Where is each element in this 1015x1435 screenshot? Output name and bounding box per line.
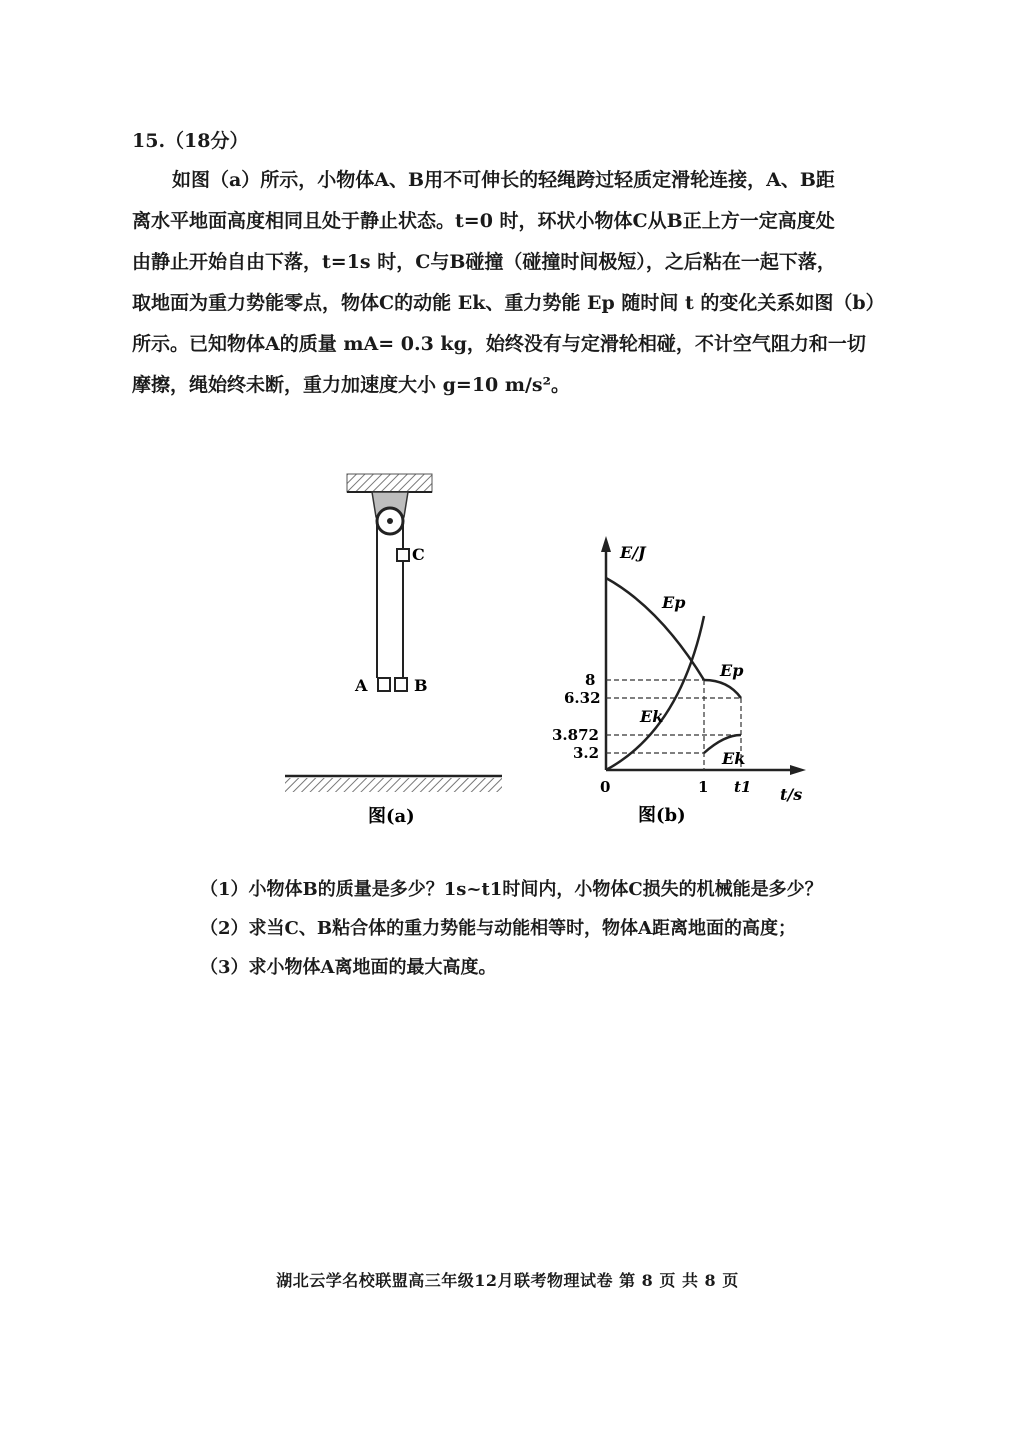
y-axis-label: E/J: [620, 543, 646, 562]
ground-hatch: [285, 778, 502, 792]
x-axis-arrow: [790, 765, 806, 775]
block-a: [378, 678, 390, 691]
intro-line-4: 取地面为重力势能零点，物体C的动能 Ek、重力势能 Ep 随时间 t 的变化关系如图（b）: [132, 292, 885, 314]
question-intro: [132, 160, 932, 406]
ceiling: [347, 474, 432, 492]
label-ek-2: Ek: [722, 749, 746, 768]
ep-curve-1-t1: [704, 680, 741, 698]
sub-question-3: （3）求小物体A离地面的最大高度。: [200, 957, 497, 978]
y-tick-8: 8: [585, 671, 596, 689]
intro-line-2: 离水平地面高度相同且处于静止状态。t=0 时，环状小物体C从B正上方一定高度处: [132, 210, 835, 232]
figure-a-pulley-diagram: [280, 465, 510, 835]
question-number: 15.（18分）: [132, 130, 249, 152]
y-tick-3-2: 3.2: [573, 744, 600, 762]
label-ep-2: Ep: [720, 661, 744, 680]
figure-a-caption: 图(a): [368, 806, 415, 827]
x-tick-t1: t1: [734, 778, 752, 796]
intro-line-5: 所示。已知物体A的质量 mA= 0.3 kg，始终没有与定滑轮相碰，不计空气阻力和一切: [132, 333, 866, 355]
ek-curve-0-1: [606, 616, 704, 770]
label-a: A: [355, 676, 368, 695]
label-c: C: [412, 545, 425, 564]
y-tick-6-32: 6.32: [564, 689, 601, 707]
figure-b-energy-graph: [540, 530, 830, 835]
label-ep-1: Ep: [662, 593, 686, 612]
origin-label: 0: [600, 778, 611, 796]
figure-b-caption: 图(b): [638, 805, 686, 826]
ring-c: [397, 549, 409, 561]
page-footer: 湖北云学名校联盟高三年级12月联考物理试卷 第 8 页 共 8 页: [276, 1271, 739, 1290]
label-b: B: [414, 676, 428, 695]
x-axis-label: t/s: [780, 785, 803, 804]
block-b: [395, 678, 407, 691]
intro-line-1: 如图（a）所示，小物体A、B用不可伸长的轻绳跨过轻质定滑轮连接，A、B距: [172, 169, 835, 191]
label-ek-1: Ek: [640, 707, 664, 726]
sub-questions: [200, 870, 823, 987]
y-axis-arrow: [601, 536, 611, 552]
pulley-axle: [387, 518, 393, 524]
y-tick-3-872: 3.872: [552, 726, 599, 744]
sub-question-1: （1）小物体B的质量是多少？1s~t1时间内，小物体C损失的机械能是多少？: [200, 879, 823, 900]
intro-line-6: 摩擦，绳始终未断，重力加速度大小 g=10 m/s²。: [132, 374, 570, 396]
sub-question-2: （2）求当C、B粘合体的重力势能与动能相等时，物体A距离地面的高度；: [200, 918, 797, 939]
intro-line-3: 由静止开始自由下落，t=1s 时，C与B碰撞（碰撞时间极短），之后粘在一起下落，: [132, 251, 836, 273]
x-tick-1: 1: [698, 778, 709, 796]
